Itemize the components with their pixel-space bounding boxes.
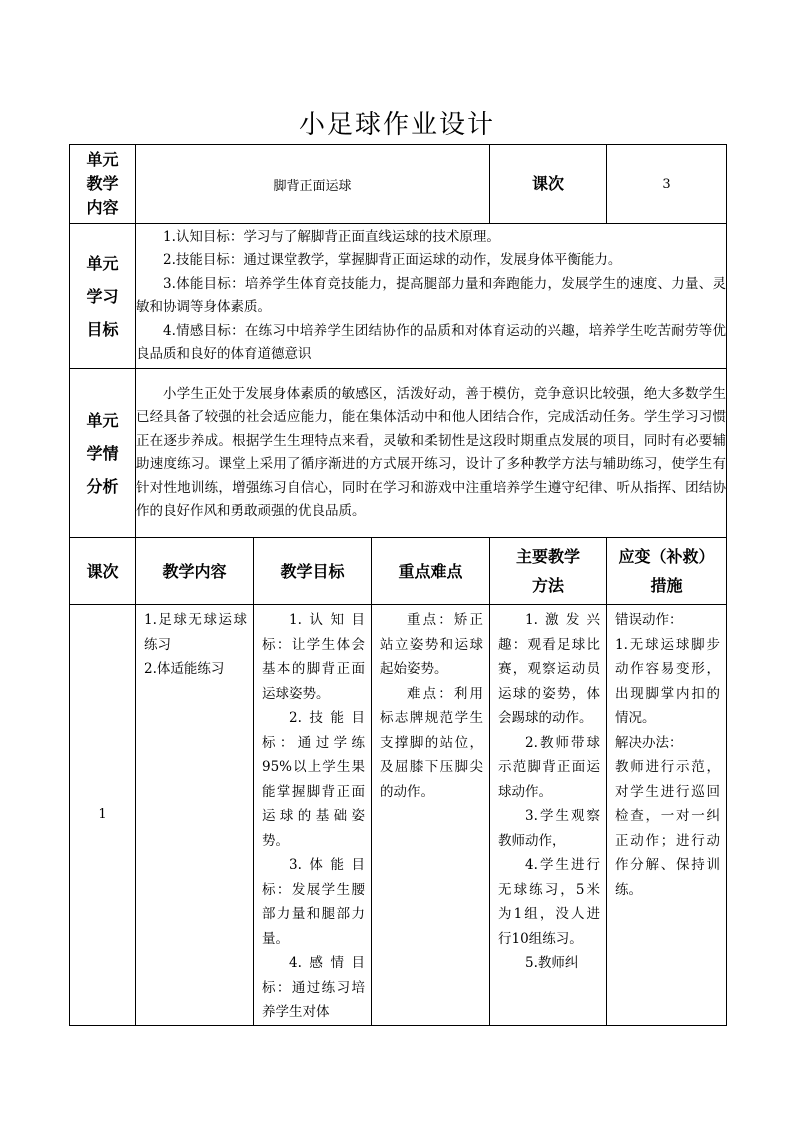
- col-content: 教学内容: [136, 538, 254, 605]
- unit-analysis-text: 小学生正处于发展身体素质的敏感区，活泼好动，善于模仿，竞争意识比较强，绝大多数学生已经具备了较强的社会适应能力，能在集体活动中和他人团结合作，完成活动任务。学生学习习惯正在逐步养成。根据学生生理特点来看，灵敏和柔韧性是这段时期重点发展的项目，同时有必要辅助速度练习。课堂上采用了循序渐进的方式展开练习，设计了多种教学方法与辅助练习，使学生有针对性地训练，增强练习自信心，同时在学习和游戏中注重培养学生遵守纪律、听从指挥、团结协作的良好作风和勇敢顽强的优良品质。: [136, 369, 727, 538]
- goal-item: 4.情感目标：在练习中培养学生团结协作的品质和对体育运动的兴趣，培养学生吃苦耐劳等优良品质和良好的体育道德意识: [136, 322, 727, 362]
- lesson-remedies-cell: [607, 605, 727, 1026]
- content-item: 1.足球无球运球练习: [144, 612, 247, 653]
- content-item: 2.体适能练习: [144, 661, 225, 677]
- goal-item: 3.体能目标：发展学生腰部力量和腿部力量。: [262, 857, 365, 947]
- col-methods: 主要教学 方法: [490, 538, 607, 605]
- key-point-item: 难点：利用标志牌规范学生支撑脚的站位，及屈膝下压脚尖的动作。: [380, 685, 484, 800]
- key-point-item: 重点：矫正站立姿势和运球起始姿势。: [380, 612, 484, 677]
- col-key-points: 重点难点: [372, 538, 490, 605]
- col-remedies: 应变（补救） 措施: [607, 538, 727, 605]
- goal-item: 2.技能目标：通过课堂教学，掌握脚背正面运球的动作，发展身体平衡能力。: [163, 252, 622, 268]
- goal-item: 3.体能目标：培养学生体育竞技能力，提高腿部力量和奔跑能力，发展学生的速度、力量、灵敏和协调等身体素质。: [136, 275, 727, 315]
- unit-analysis-row: [70, 369, 727, 538]
- unit-analysis-label: 单元 学情 分析: [70, 369, 136, 538]
- col-goals: 教学目标: [254, 538, 372, 605]
- remedy-item: 1.无球运球脚步动作容易变形，出现脚掌内扣的情况。: [615, 636, 721, 726]
- remedy-item: 教师进行示范，对学生进行巡回检查，一对一纠正动作；进行动作分解、保持训练。: [615, 759, 721, 898]
- method-item: 4.学生进行无球练习，5米为1组，没人进行10组练习。: [498, 857, 601, 947]
- method-item: 1.激发兴趣：观看足球比赛，观察运动员运球的姿势，体会踢球的动作。: [498, 612, 601, 726]
- document-title: 小足球作业设计: [298, 110, 495, 140]
- lesson-goals-cell: [254, 605, 372, 1026]
- remedy-item: 错误动作：: [615, 612, 683, 628]
- lesson-key-points-cell: [372, 605, 490, 1026]
- lesson-row: [70, 605, 727, 1026]
- col-lesson: 课次: [70, 538, 136, 605]
- lesson-row-number: 1: [70, 605, 136, 1026]
- lesson-plan-table: [69, 144, 727, 1026]
- unit-goals-row: [70, 224, 727, 369]
- goal-item: 4.感情目标：通过练习培养学生对体: [262, 955, 365, 1020]
- unit-content-label: 单元 教学 内容: [70, 145, 136, 224]
- method-item: 2.教师带球示范脚背正面运球动作。: [498, 734, 601, 800]
- unit-content-value: 脚背正面运球: [136, 145, 490, 224]
- unit-goals-label: 单元 学习 目标: [70, 224, 136, 369]
- unit-goals-text: [136, 224, 727, 369]
- method-item: 5.教师纠: [525, 955, 579, 971]
- unit-content-row: [70, 145, 727, 224]
- goal-item: 2.技能目标：通过学练95%以上学生果能掌握脚背正面运球的基础姿势。: [262, 710, 365, 849]
- method-item: 3.学生观察教师动作，: [498, 808, 601, 849]
- lesson-content-cell: [136, 605, 254, 1026]
- column-header-row: [70, 538, 727, 605]
- lesson-number-label: 课次: [490, 145, 607, 224]
- remedy-item: 解决办法：: [615, 734, 683, 751]
- goal-item: 1.认知目标：学习与了解脚背正面直线运球的技术原理。: [163, 228, 500, 245]
- goal-item: 1.认知目标：让学生体会基本的脚背正面运球姿势。: [262, 612, 365, 702]
- lesson-methods-cell: [490, 605, 607, 1026]
- lesson-number-value: 3: [607, 145, 727, 224]
